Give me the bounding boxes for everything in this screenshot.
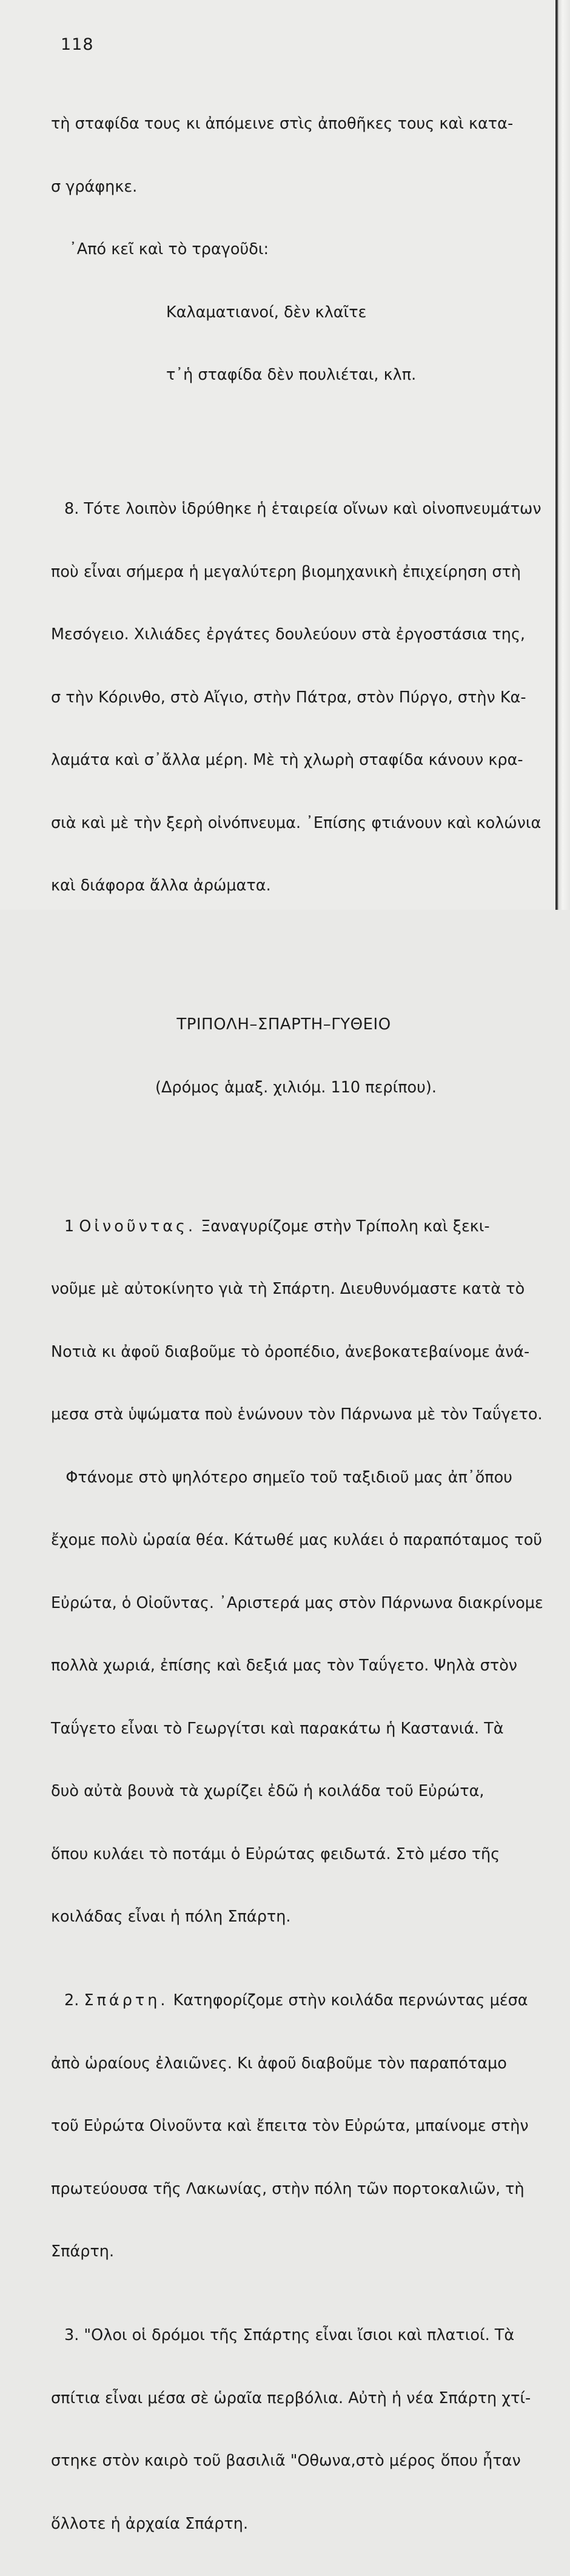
section-1-line: ἔχομε πολὺ ὡραία θέα. Κάτωθέ μας κυλάει ὁ παραπόταμος τοῦ xyxy=(51,1531,543,1549)
text-line: τὴ σταφίδα τους κι ἀπόμεινε στὶς ἀποθῆκες τους καὶ κατα- xyxy=(51,115,514,133)
section-3-first-line: 3. "Ολοι οἱ δρόμοι τῆς Σπάρτης εἶναι ἴσιοι καὶ πλατιοί. Τὰ xyxy=(64,2326,515,2344)
section-3-line: ὅλλοτε ἡ ἀρχαία Σπάρτη. xyxy=(51,2514,249,2533)
section-2-title: Σπάρτη. xyxy=(84,1991,169,2009)
section-heading: ΤΡΙΠΟΛΗ–ΣΠΑΡΤΗ–ΓΥΘΕΙΟ xyxy=(176,1015,391,1034)
section-1-line: κοιλάδας εἶναι ἡ πόλη Σπάρτη. xyxy=(51,1908,291,1926)
paragraph-8-line: σ τὴν Κόρινθο, στὸ Αἴγιο, στὴν Πάτρα, στὸν Πύργο, στὴν Κα- xyxy=(51,688,526,707)
section-2-number: 2. xyxy=(64,1991,79,2009)
section-1-title: Οἰνοῦντας. xyxy=(79,1217,196,1236)
text-line: σ γράφηκε. xyxy=(51,177,138,196)
section-1-line: νοῦμε μὲ αὐτοκίνητο γιὰ τὴ Σπάρτη. Διευθυνόμαστε κατὰ τὸ xyxy=(51,1280,525,1298)
paragraph-8-line: ποὺ εἶναι σήμερα ἡ μεγαλύτερη βιομηχανικὴ ἐπιχείρηση στὴ xyxy=(51,562,521,581)
section-1-line: Εὐρώτα, ὁ Οἰοῦντας. ᾿Αριστερά μας στὸν Πάρνωνα διακρίνομε xyxy=(51,1593,543,1612)
paragraph-8-line: λαμάτα καὶ σ᾿ἄλλα μέρη. Μὲ τὴ χλωρὴ σταφίδα κάνουν κρα- xyxy=(51,751,523,769)
section-1-first-text: Ξαναγυρίζομε στὴν Τρίπολη καὶ ξεκι- xyxy=(196,1217,490,1236)
section-1-line: Νοτιὰ κι ἀφοῦ διαβοῦμε τὸ ὀροπέδιο, ἀνεβοκατεβαίνομε ἀνά- xyxy=(51,1342,530,1361)
section-1-line: πολλὰ χωριά, ἐπίσης καὶ δεξιά μας τὸν Ταΰγετο. Ψηλὰ στὸν xyxy=(51,1656,518,1675)
section-2-line: πρωτεύουσα τῆς Λακωνίας, στὴν πόλη τῶν πορτοκαλιῶν, τὴ xyxy=(51,2179,525,2198)
section-subheading: (Δρόμος ἁμαξ. χιλιόμ. 110 περίπου). xyxy=(155,1078,437,1097)
text-line: ᾿Από κεῖ καὶ τὸ τραγοῦδι: xyxy=(69,240,269,258)
section-2-first-line xyxy=(51,1990,553,2011)
page-binding-edge xyxy=(555,0,570,910)
section-2-line: Σπάρτη. xyxy=(51,2242,115,2261)
section-2-line: ἀπὸ ὡραίους ἐλαιῶνες. Κι ἀφοῦ διαβοῦμε τὸν παραπόταμο xyxy=(51,2054,507,2073)
song-verse-line: Καλαματιανοί, δὲν κλαῖτε xyxy=(166,303,367,321)
section-3-line: σπίτια εἶναι μέσα σὲ ὡραῖα περβόλια. Αὐτὴ ἡ νέα Σπάρτη χτί- xyxy=(51,2389,531,2407)
section-1-first-line xyxy=(51,1216,553,1237)
page-body xyxy=(51,72,553,2576)
section-1-line: μεσα στὰ ὑψώματα ποὺ ἑνώνουν τὸν Πάρνωνα μὲ τὸν Ταΰγετο. xyxy=(51,1405,543,1424)
paragraph-8-line: Μεσόγειο. Χιλιάδες ἐργάτες δουλεύουν στὰ ἐργοστάσια της, xyxy=(51,625,526,644)
song-verse-line: τ᾿ἡ σταφίδα δὲν πουλιέται, κλπ. xyxy=(166,366,417,384)
section-2-line: τοῦ Εὐρώτα Οἰνοῦντα καὶ ἔπειτα τὸν Εὐρώτα, μπαίνομε στὴν xyxy=(51,2117,529,2135)
paragraph-8-line: 8. Τότε λοιπὸν ἱδρύθηκε ἡ ἑταιρεία οἴνων καὶ οἰνοπνευμάτων xyxy=(64,500,542,518)
section-2-first-text: Κατηφορίζομε στὴν κοιλάδα περνώντας μέσα xyxy=(168,1991,528,2009)
section-1-line: Φτάνομε στὸ ψηλότερο σημεῖο τοῦ ταξιδιοῦ μας ἀπ᾿ὅπου xyxy=(51,1468,512,1487)
section-1-line: Ταΰγετο εἶναι τὸ Γεωργίτσι καὶ παρακάτω ἡ Καστανιά. Τὰ xyxy=(51,1719,504,1738)
section-1-line: ὅπου κυλάει τὸ ποτάμι ὁ Εὐρώτας φειδωτά. Στὸ μέσο τῆς xyxy=(51,1845,500,1863)
paragraph-8-line: σιὰ καὶ μὲ τὴν ξερὴ οἰνόπνευμα. ᾿Επίσης φτιάνουν καὶ κολώνια xyxy=(51,813,542,832)
paragraph-8-line: καὶ διάφορα ἄλλα ἀρώματα. xyxy=(51,876,271,895)
section-1-line: δυὸ αὐτὰ βουνὰ τὰ χωρίζει ἐδῶ ἡ κοιλάδα τοῦ Εὐρώτα, xyxy=(51,1782,485,1800)
section-1-number: 1 xyxy=(64,1217,75,1236)
section-3-line: στηκε στὸν καιρὸ τοῦ βασιλιᾶ "Οθωνα,στὸ μέρος ὅπου ἦταν xyxy=(51,2452,521,2470)
page-number: 118 xyxy=(61,35,94,54)
